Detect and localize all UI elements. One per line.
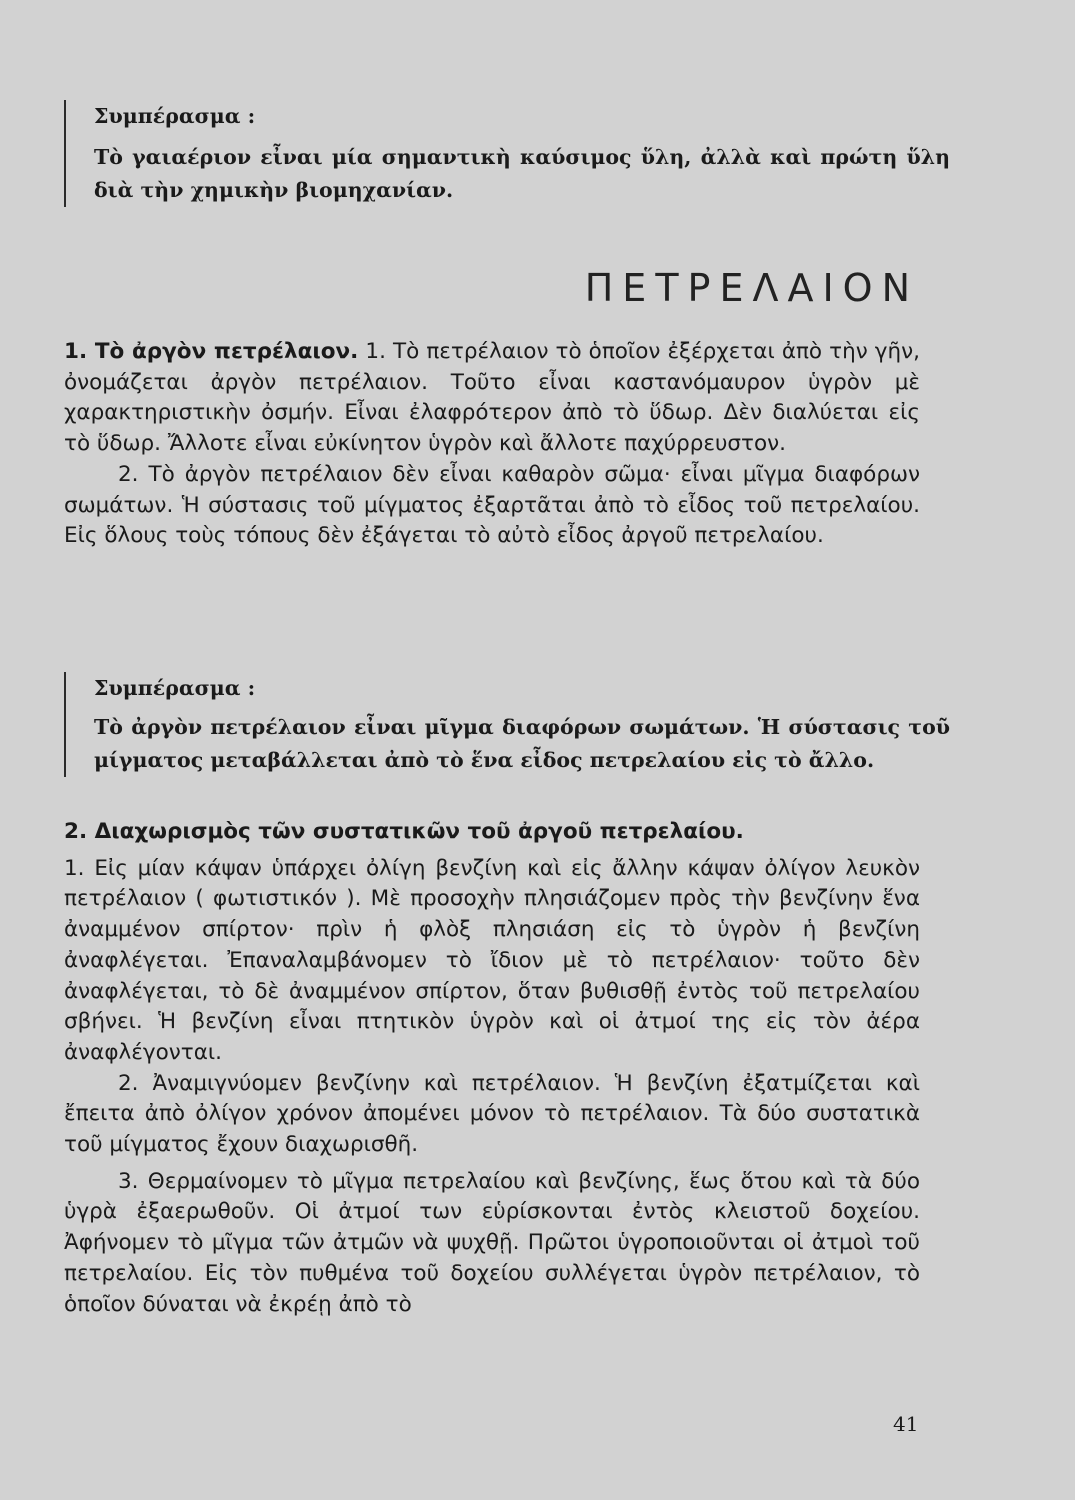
section-1-heading: 1. Τὸ ἀργὸν πετρέλαιον. (64, 339, 359, 364)
section-1-paragraph-1: 1. Τὸ πετρέλαιον τὸ ὁποῖον ἐξέρχεται ἀπὸ τὴν γῆν, ὀνομάζεται ἀργὸν πετρέλαιον. Τοῦτο εἶναι καστανόμαυρον ὑγρὸν μὲ χαρακτηριστικὴν ὀσμήν. Εἶναι ἐλαφρότερον ἀπὸ τὸ ὕδωρ. Δὲν διαλύεται εἰς τὸ ὕδωρ. Ἄλλοτε εἶναι εὐκίνητον ὑγρὸν καὶ ἄλλοτε παχύρρευστον. (64, 339, 920, 457)
summary-box-1 (64, 100, 950, 207)
section-2-paragraph-3: 3. Θερμαίνομεν τὸ μῖγμα πετρελαίου καὶ βενζίνης, ἕως ὅτου καὶ τὰ δύο ὑγρὰ ἐξαερωθοῦν. Οἱ ἀτμοί των εὑρίσκονται ἐντὸς κλειστοῦ δοχείου. Ἀφήνομεν τὸ μῖγμα τῶν ἀτμῶν νὰ ψυχθῇ. Πρῶτοι ὑγροποιοῦνται οἱ ἀτμοὶ τοῦ πετρελαίου. Εἰς τὸν πυθμένα τοῦ δοχείου συλλέγεται ὑγρὸν πετρέλαιον, τὸ ὁποῖον δύναται νὰ ἐκρέῃ ἀπὸ τὸ (64, 1168, 920, 1317)
summary-title-1: Συμπέρασμα : (94, 104, 256, 128)
section-2-heading: 2. Διαχωρισμὸς τῶν συστατικῶν τοῦ ἀργοῦ πετρελαίου. (64, 819, 744, 844)
section-2-paragraph-2: 2. Ἀναμιγνύομεν βενζίνην καὶ πετρέλαιον. Ἡ βενζίνη ἐξατμίζεται καὶ ἔπειτα ἀπὸ ὀλίγον χρόνον ἀπομένει μόνον τὸ πετρέλαιον. Τὰ δύο συστατικὰ τοῦ μίγματος ἔχουν διαχωρισθῆ. (64, 1070, 920, 1158)
summary-box-2 (64, 672, 950, 777)
section-2-paragraph-1: 1. Εἰς μίαν κάψαν ὑπάρχει ὀλίγη βενζίνη καὶ εἰς ἄλλην κάψαν ὀλίγον λευκὸν πετρέλαιον ( φωτιστικόν ). Μὲ προσοχὴν πλησιάζομεν πρὸς τὴν βενζίνην ἕνα ἀναμμένον σπίρτον· πρὶν ἡ φλὸξ πλησιάση εἰς τὸ ὑγρὸν ἡ βενζίνη ἀναφλέγεται. Ἐπαναλαμβάνομεν τὸ ἴδιον μὲ τὸ πετρέλαιον· τοῦτο δὲν ἀναφλέγεται, τὸ δὲ ἀναμμένον σπίρτον, ὅταν βυθισθῇ ἐντὸς τοῦ πετρελαίου σβήνει. Ἡ βενζίνη εἶναι πτητικὸν ὑγρὸν καὶ οἱ ἀτμοί της εἰς τὸν ἀέρα ἀναφλέγονται. (64, 855, 920, 1065)
page-number: 41 (893, 1412, 919, 1436)
chapter-title: ΠΕΤΡΕΛΑΙΟΝ (584, 266, 919, 310)
section-2 (64, 817, 920, 1320)
summary-title-2: Συμπέρασμα : (94, 676, 256, 700)
section-1-paragraph-2: 2. Τὸ ἀργὸν πετρέλαιον δὲν εἶναι καθαρὸν σῶμα· εἶναι μῖγμα διαφόρων σωμάτων. Ἡ σύστασις τοῦ μίγματος ἐξαρτᾶται ἀπὸ τὸ εἶδος τοῦ πετρελαίου. Εἰς ὅλους τοὺς τόπους δὲν ἐξάγεται τὸ αὐτὸ εἶδος ἀργοῦ πετρελαίου. (64, 461, 920, 549)
section-1 (64, 337, 920, 552)
summary-text-1: Τὸ γαιαέριον εἶναι μία σημαντικὴ καύσιμος ὕλη, ἀλλὰ καὶ πρώτη ὕλη διὰ τὴν χημικὴν βιομηχανίαν. (94, 145, 950, 202)
summary-text-2: Τὸ ἀργὸν πετρέλαιον εἶναι μῖγμα διαφόρων σωμάτων. Ἡ σύστασις τοῦ μίγματος μεταβάλλεται ἀπὸ τὸ ἕνα εἶδος πετρελαίου εἰς τὸ ἄλλο. (94, 715, 950, 772)
